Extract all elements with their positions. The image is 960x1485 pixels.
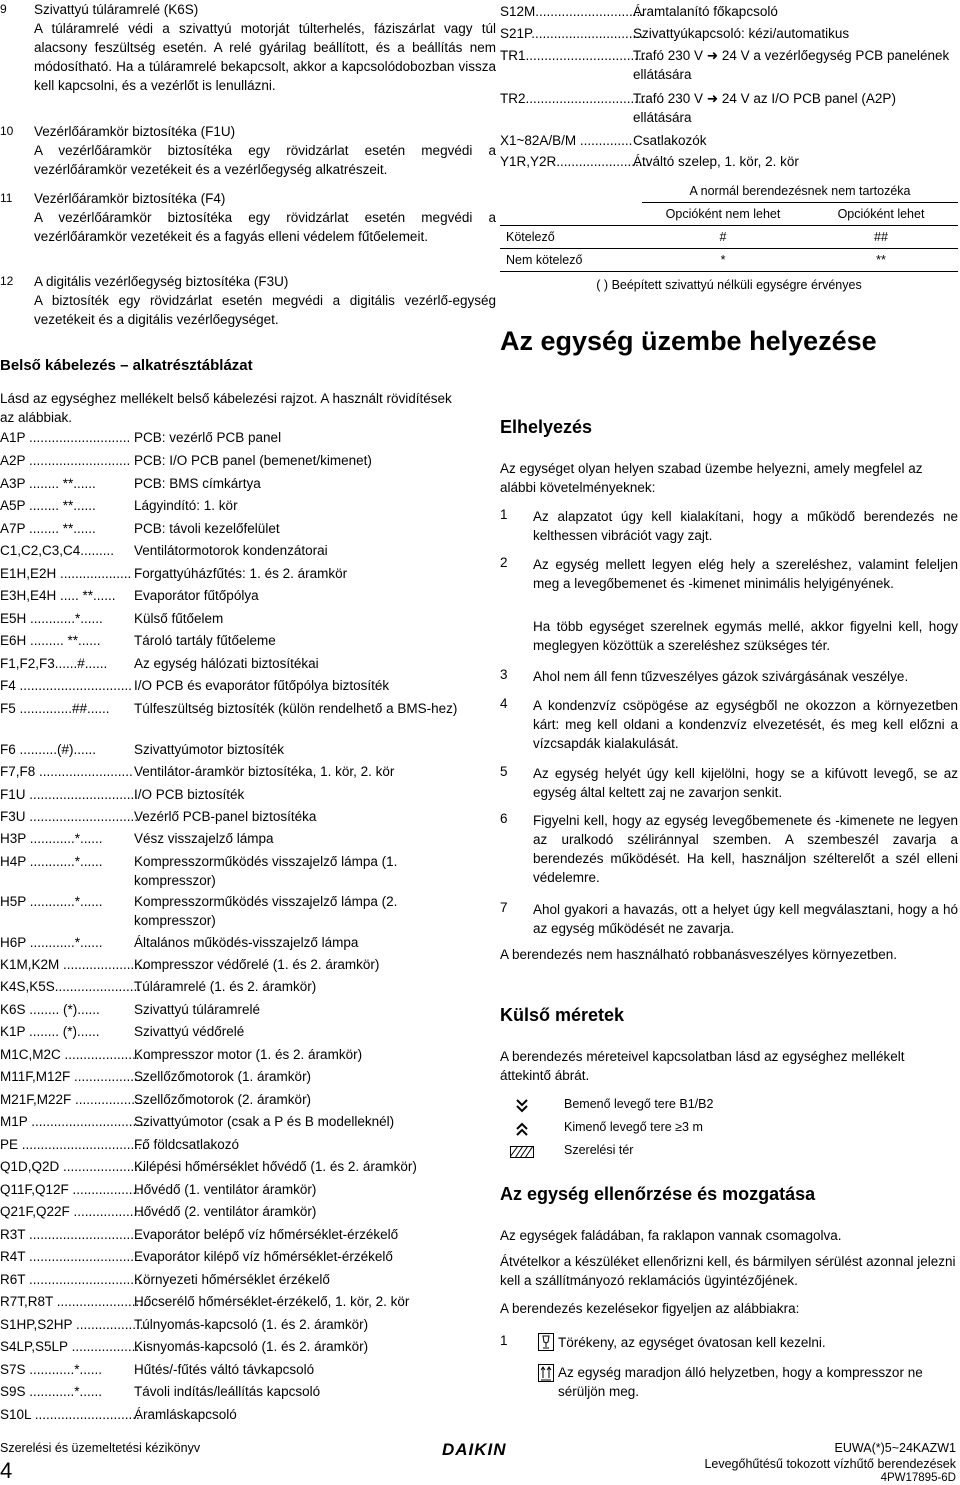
abbreviation-desc: PCB: BMS címkártya xyxy=(134,476,261,491)
item-number: 1 xyxy=(500,1333,508,1348)
abbreviation-code: Q11F,Q12F ................... xyxy=(0,1182,144,1197)
item-number: 11 xyxy=(0,191,13,205)
abbreviation-desc: Evaporátor fűtőpólya xyxy=(134,588,259,603)
abbreviation-desc: Kompresszor motor (1. és 2. áramkör) xyxy=(134,1047,363,1062)
abbreviation-desc: Kilépési hőmérséklet hővédő (1. és 2. áramkör) xyxy=(134,1159,417,1174)
item-number: 5 xyxy=(500,764,508,779)
item-text: Ahol nem áll fenn tűzveszélyes gázok szivárgásának veszélye. xyxy=(533,669,909,684)
item-text: Az egység maradjon álló helyzetben, hogy a kompresszor ne sérüljön meg. xyxy=(558,1365,923,1399)
arrow-down-icon xyxy=(514,1098,530,1114)
abbreviation-row xyxy=(500,152,958,171)
item-text: Figyelni kell, hogy az egység levegőbemenete és -kimenete ne legyen az uralkodó széliránnyal szemben. A szembeszél zavarja a berendezés működését. Ha kell, használjon szélterelőt a szél elleni védelemre. xyxy=(533,813,958,885)
abbreviation-desc: Áramláskapcsoló xyxy=(134,1407,237,1422)
abbreviation-code: H6P ............*...... xyxy=(0,935,103,950)
abbreviation-code: K4S,K5S....................... xyxy=(0,979,142,994)
abbreviation-desc: Túlfeszültség biztosíték (külön rendelhető a BMS-hez) xyxy=(134,701,458,716)
this-side-up-icon xyxy=(538,1364,554,1382)
abbreviation-code: H4P ............*...... xyxy=(0,854,103,869)
placement-item xyxy=(500,507,958,545)
footer-doc-code: 4PW17895-6D xyxy=(880,1472,956,1484)
abbreviation-code: M1C,M2C ....................... xyxy=(0,1047,151,1062)
abbreviation-code: F6 ..........(#)...... xyxy=(0,742,97,757)
abbreviation-desc: Ventilátormotorok kondenzátorai xyxy=(134,543,328,558)
abbreviation-code: K6S ........ (*)...... xyxy=(0,1002,100,1017)
options-col2: Opcióként lehet xyxy=(804,203,958,226)
abbreviation-desc: Az egység hálózati biztosítékai xyxy=(134,656,319,671)
abbreviation-desc: I/O PCB biztosíték xyxy=(134,787,245,802)
abbreviation-code: A7P ........ **...... xyxy=(0,521,96,536)
abbreviation-desc: Környezeti hőmérséklet érzékelő xyxy=(134,1272,330,1287)
footer-subtitle: Levegőhűtésű tokozott vízhűtő berendezések xyxy=(704,1457,956,1471)
abbreviation-code: K1P ........ (*)...... xyxy=(0,1024,100,1039)
abbreviation-desc: PCB: távoli kezelőfelület xyxy=(134,521,280,536)
options-table xyxy=(500,180,958,272)
item-10 xyxy=(0,122,496,179)
abbreviation-desc: Trafó 230 V ➜ 24 V a vezérlőegység PCB panelének ellátására xyxy=(633,48,950,82)
abbreviation-code: E6H ......... **...... xyxy=(0,633,101,648)
item-body: A vezérlőáramkör biztosítéka egy rövidzárlat esetén megvédi a vezérlőáramkör vezetékeit és a vezérlőegység alkatrészeit. xyxy=(34,143,496,177)
dims-text: A berendezés méreteivel kapcsolatban lásd az egységhez mellékelt áttekintő ábrát. xyxy=(500,1049,905,1083)
abbreviation-code: K1M,K2M ....................... xyxy=(0,957,150,972)
abbreviation-code: F3U ............................. xyxy=(0,809,139,824)
cell: # xyxy=(642,226,804,249)
row-label: Kötelező xyxy=(500,226,642,249)
abbreviation-desc: Evaporátor belépő víz hőmérséklet-érzékelő xyxy=(134,1227,399,1242)
legend-text: Szerelési tér xyxy=(564,1143,634,1157)
abbreviation-desc: Tároló tartály fűtőeleme xyxy=(134,633,276,648)
fragile-icon xyxy=(538,1333,554,1351)
abbreviation-code: S1HP,S2HP ................... xyxy=(0,1317,148,1332)
abbreviation-code: PE .................................. xyxy=(0,1137,150,1152)
abbreviation-desc: Hővédő (1. ventilátor áramkör) xyxy=(134,1182,317,1197)
placement-item xyxy=(500,696,958,753)
item-text: Ahol gyakori a havazás, ott a helyet úgy kell megválasztani, hogy a hó az egység működését ne zavarja. xyxy=(533,902,958,936)
abbreviation-row xyxy=(500,89,958,125)
legend-text: Kimenő levegő tere ≥3 m xyxy=(564,1120,703,1134)
abbreviation-code: F4 .............................. xyxy=(0,678,133,693)
abbreviation-desc: Szivattyúmotor biztosíték xyxy=(134,742,285,757)
item-title: Szivattyú túláramrelé (K6S) xyxy=(34,2,199,17)
placement-item xyxy=(500,667,958,686)
abbreviation-code: R4T .............................. xyxy=(0,1249,142,1264)
hatched-area-icon xyxy=(510,1146,534,1158)
abbreviation-desc: Hűtés/-fűtés váltó távkapcsoló xyxy=(134,1362,315,1377)
abbreviation-code: E5H ............*...... xyxy=(0,611,103,626)
abbreviation-desc: Szivattyúmotor (csak a P és B modelleknél) xyxy=(134,1114,395,1129)
abbreviation-desc: Szellőzőmotorok (1. áramkör) xyxy=(134,1069,312,1084)
cell: ** xyxy=(804,249,958,272)
item-number: 10 xyxy=(0,124,14,138)
abbreviation-desc: Túlnyomás-kapcsoló (1. és 2. áramkör) xyxy=(134,1317,369,1332)
item-body: A túláramrelé védi a szivattyú motorját túlterhelés, fáziszárlat vagy túl alacsony feszültség esetén. A relé gyárilag beállított, és a beállítás nem módosítható. Ha a túláramrelé bekapcsolt, akkor a kapcsolódobozban vissza kell kapcsolni, és a vezérlőt is lenullázni. xyxy=(34,21,496,93)
abbreviation-code: R3T .............................. xyxy=(0,1227,142,1242)
abbreviation-code: C1,C2,C3,C4......... xyxy=(0,543,115,558)
abbreviation-desc: Külső fűtőelem xyxy=(134,611,224,626)
abbreviation-code: S10L ............................ xyxy=(0,1407,140,1422)
big-title: Az egység üzembe helyezése xyxy=(500,326,877,356)
item-text: Az alapzatot úgy kell kialakítani, hogy a működő berendezés ne kelthessen vibrációt vagy zajt. xyxy=(533,509,958,543)
abbreviation-desc: Csatlakozók xyxy=(633,133,707,148)
item-number: 1 xyxy=(500,507,508,522)
item-body: A vezérlőáramkör biztosítéka egy rövidzárlat esetén megvédi a vezérlőáramkör vezetékeit és a fagyás elleni védelem fűtőelemeit. xyxy=(34,210,496,244)
abbreviation-desc: Áramtalanító főkapcsoló xyxy=(633,4,778,19)
abbreviation-code: TR1................................. xyxy=(500,48,650,63)
options-header: A normál berendezésnek nem tartozéka xyxy=(642,180,958,203)
options-note: ( ) Beépített szivattyú nélküli egységre érvényes xyxy=(596,278,862,292)
abbreviation-code: X1~82A/B/M .............. xyxy=(500,133,633,148)
abbreviation-code: E1H,E2H ................... xyxy=(0,566,132,581)
abbreviation-code: A3P ........ **...... xyxy=(0,476,96,491)
abbreviation-code: S21P.............................. xyxy=(500,26,644,41)
abbreviation-desc: Fő földcsatlakozó xyxy=(134,1137,240,1152)
abbreviation-code: Q1D,Q2D ....................... xyxy=(0,1159,150,1174)
abbreviation-desc: Túláramrelé (1. és 2. áramkör) xyxy=(134,979,317,994)
abbreviation-desc: Ventilátor-áramkör biztosítéka, 1. kör, 2. kör xyxy=(134,764,395,779)
abbreviation-code: M21F,M22F ................... xyxy=(0,1092,147,1107)
abbreviation-desc: Kompresszorműködés visszajelző lámpa (1. kompresszor) xyxy=(134,854,398,888)
item-number: 7 xyxy=(500,900,508,915)
item-body: A biztosíték egy rövidzárlat esetén megvédi a digitális vezérlő-egység vezetékeit és a digitális vezérlőegységet. xyxy=(34,293,496,327)
abbreviation-code: M11F,M12F ................... xyxy=(0,1069,146,1084)
placement-outro: A berendezés nem használható robbanásveszélyes környezetben. xyxy=(500,947,898,962)
abbreviation-desc: Lágyindító: 1. kör xyxy=(134,498,238,513)
options-col1: Opcióként nem lehet xyxy=(642,203,804,226)
item-number: 2 xyxy=(500,555,508,570)
abbreviation-desc: Kompresszor védőrelé (1. és 2. áramkör) xyxy=(134,957,380,972)
section-title: Belső kábelezés – alkatrésztáblázat xyxy=(0,357,253,374)
cell: ## xyxy=(804,226,958,249)
abbreviation-code: S12M............................. xyxy=(500,4,645,19)
placement-item xyxy=(500,617,958,655)
abbreviation-code: S9S ............*...... xyxy=(0,1384,103,1399)
item-text: Az egység helyét úgy kell kijelölni, hogy se a kifúvott levegő, se az egység által keltett zaj ne zavarjon senkit. xyxy=(533,766,958,800)
item-text: A kondenzvíz csöpögése az egységből ne okozzon a környezetben kárt: meg kell oldani a kondenzvíz elvezetését, és meg kell előzni a vízcsapdák kialakulását. xyxy=(533,698,958,751)
abbreviation-row xyxy=(500,2,958,21)
footer-manual-title: Szerelési és üzemeltetési kézikönyv xyxy=(0,1441,201,1455)
abbreviation-desc: Vész visszajelző lámpa xyxy=(134,831,274,846)
abbreviation-desc: Hővédő (2. ventilátor áramkör) xyxy=(134,1204,317,1219)
abbreviation-desc: Általános működés-visszajelző lámpa xyxy=(134,935,359,950)
abbreviation-row xyxy=(500,131,958,150)
abbreviation-code: A2P ........................... xyxy=(0,453,131,468)
placement-item xyxy=(500,811,958,887)
abbreviation-code: S4LP,S5LP ..................... xyxy=(0,1339,151,1354)
handling-p2: Átvételkor a készüléket ellenőrizni kell, és bármilyen sérülést azonnal jelezni kell a szállítmányozó reklamációs ügyintézőjének. xyxy=(500,1254,956,1288)
item-text: Ha több egységet szerelnek egymás mellé, akkor figyelni kell, hogy meglegyen közöttük a szereléshez szükséges tér. xyxy=(533,619,958,653)
abbreviation-code: A5P ........ **...... xyxy=(0,498,96,513)
abbreviation-code: R6T .............................. xyxy=(0,1272,142,1287)
handling-p3: A berendezés kezelésekor figyeljen az alábbiakra: xyxy=(500,1301,800,1316)
abbreviation-code: S7S ............*...... xyxy=(0,1362,103,1377)
abbreviation-row xyxy=(500,46,958,82)
row-label: Nem kötelező xyxy=(500,249,642,272)
abbreviation-code: F1,F2,F3......#...... xyxy=(0,656,108,671)
abbreviation-code: Q21F,Q22F ................... xyxy=(0,1204,145,1219)
abbreviation-code: F1U ............................. xyxy=(0,787,139,802)
item-text: Az egység mellett legyen elég hely a szereléshez, valamint feleljen meg a levegőbemenet és -kimenet minimális helyigényének. xyxy=(533,557,958,591)
legend-text: Bemenő levegő tere B1/B2 xyxy=(564,1097,714,1111)
abbreviation-code: H5P ............*...... xyxy=(0,894,103,909)
abbreviation-desc: PCB: I/O PCB panel (bemenet/kimenet) xyxy=(134,453,372,468)
placement-item xyxy=(500,555,958,593)
abbreviation-desc: Szivattyú védőrelé xyxy=(134,1024,245,1039)
item-number: 12 xyxy=(0,274,14,288)
abbreviation-desc: Távoli indítás/leállítás kapcsoló xyxy=(134,1384,321,1399)
item-11 xyxy=(0,189,496,246)
abbreviation-code: R7T,R8T ......................... xyxy=(0,1294,151,1309)
abbreviation-row xyxy=(500,24,958,43)
item-9 xyxy=(0,0,496,95)
placement-intro: Az egységet olyan helyen szabad üzembe helyezni, amely megfelel az alábbi követelményeknek: xyxy=(500,461,923,495)
abbreviation-desc: Kompresszorműködés visszajelző lámpa (2. kompresszor) xyxy=(134,894,398,928)
item-12 xyxy=(0,272,496,329)
arrow-up-icon xyxy=(514,1121,530,1137)
abbreviation-code: A1P ........................... xyxy=(0,430,131,445)
abbreviation-code: M1P .............................. xyxy=(0,1114,144,1129)
cell: * xyxy=(642,249,804,272)
handling-title: Az egység ellenőrzése és mozgatása xyxy=(500,1184,816,1204)
abbreviation-desc: Vezérlő PCB-panel biztosítéka xyxy=(134,809,317,824)
placement-item xyxy=(500,764,958,802)
section-intro: Lásd az egységhez mellékelt belső kábelezési rajzot. A használt rövidítések az alábbiak. xyxy=(0,391,452,425)
abbreviation-desc: PCB: vezérlő PCB panel xyxy=(134,430,282,445)
placement-item xyxy=(500,900,958,938)
item-number: 3 xyxy=(500,667,508,682)
abbreviation-code: H3P ............*...... xyxy=(0,831,103,846)
footer-model: EUWA(*)5~24KAZW1 xyxy=(834,1441,956,1455)
placement-title: Elhelyezés xyxy=(500,417,593,437)
dims-title: Külső méretek xyxy=(500,1005,625,1025)
abbreviation-code: Y1R,Y2R......................... xyxy=(500,154,651,169)
abbreviation-desc: I/O PCB és evaporátor fűtőpólya biztosíték xyxy=(134,678,390,693)
abbreviation-code: TR2................................. xyxy=(500,91,650,106)
daikin-logo: DAIKIN xyxy=(442,1440,507,1459)
item-title: Vezérlőáramkör biztosítéka (F1U) xyxy=(34,124,236,139)
abbreviation-desc: Kisnyomás-kapcsoló (1. és 2. áramkör) xyxy=(134,1339,369,1354)
abbreviation-desc: Trafó 230 V ➜ 24 V az I/O PCB panel (A2P) ellátására xyxy=(633,91,896,125)
abbreviation-desc: Szivattyú túláramrelé xyxy=(134,1002,261,1017)
abbreviation-desc: Hőcserélő hőmérséklet-érzékelő, 1. kör, 2. kör xyxy=(134,1294,410,1309)
item-title: A digitális vezérlőegység biztosítéka (F3U) xyxy=(34,274,289,289)
footer-page-number: 4 xyxy=(0,1458,13,1483)
abbreviation-desc: Szivattyúkapcsoló: kézi/automatikus xyxy=(633,26,850,41)
abbreviation-code: F5 ..............##...... xyxy=(0,701,110,716)
abbreviation-desc: Evaporátor kilépő víz hőmérséklet-érzékelő xyxy=(134,1249,393,1264)
item-number: 9 xyxy=(0,2,7,16)
abbreviation-code: F7,F8 ......................... xyxy=(0,764,133,779)
handling-p1: Az egységek faládában, fa raklapon vannak csomagolva. xyxy=(500,1228,842,1243)
item-text: Törékeny, az egységet óvatosan kell kezelni. xyxy=(558,1335,826,1350)
abbreviation-desc: Szellőzőmotorok (2. áramkör) xyxy=(134,1092,312,1107)
item-number: 6 xyxy=(500,811,508,826)
item-number: 4 xyxy=(500,696,508,711)
abbreviation-desc: Átváltó szelep, 1. kör, 2. kör xyxy=(633,154,799,169)
abbreviation-code: E3H,E4H ..... **...... xyxy=(0,588,116,603)
abbreviation-desc: Forgattyúházfűtés: 1. és 2. áramkör xyxy=(134,566,348,581)
item-title: Vezérlőáramkör biztosítéka (F4) xyxy=(34,191,226,206)
